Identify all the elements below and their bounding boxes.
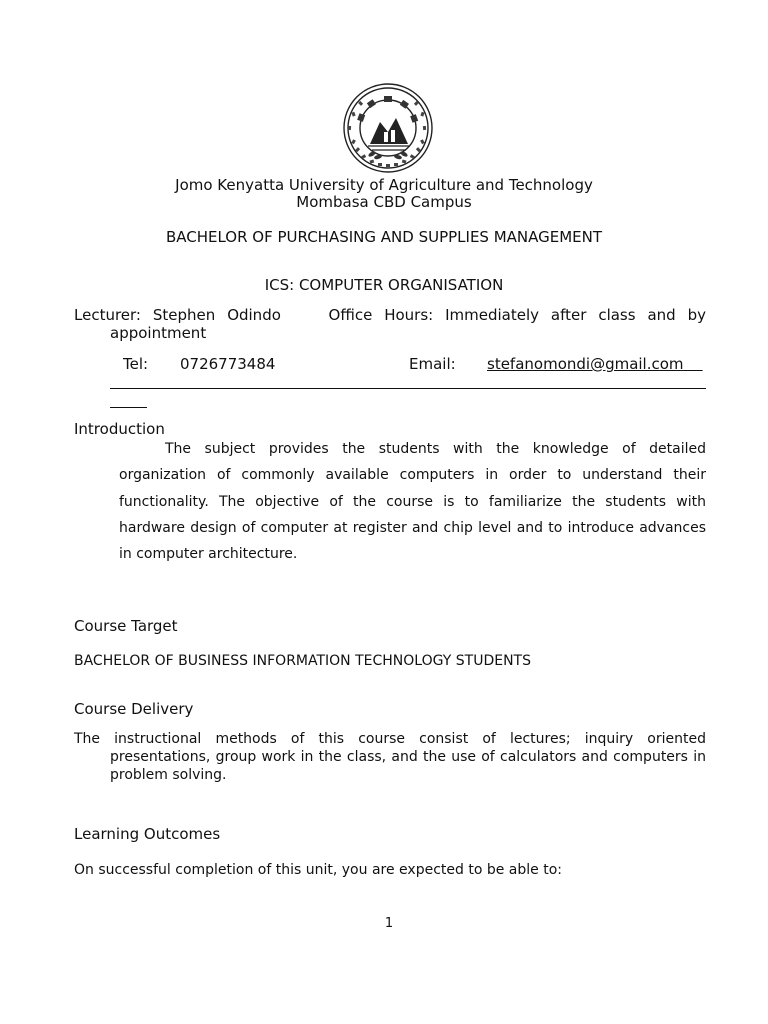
page-number: 1 bbox=[384, 916, 394, 931]
separator-line-tail bbox=[110, 407, 147, 408]
course-delivery-heading: Course Delivery bbox=[74, 700, 194, 718]
separator-line bbox=[110, 388, 706, 389]
tel-label: Tel: bbox=[123, 355, 149, 373]
course-target-text: BACHELOR OF BUSINESS INFORMATION TECHNOLOGY STUDENTS bbox=[74, 653, 531, 669]
learning-outcomes-text: On successful completion of this unit, you are expected to be able to: bbox=[74, 862, 562, 878]
programme-title: BACHELOR OF PURCHASING AND SUPPLIES MANAGEMENT bbox=[165, 228, 603, 246]
email-link-wrapper bbox=[487, 355, 703, 373]
email-link[interactable]: stefanomondi@gmail.com bbox=[487, 355, 684, 373]
introduction-paragraph: The subject provides the students with the knowledge of detailed organization of commonly available computers in order to understand their functionality. The objective of the course is to familiarize the students with hardware design of computer at register and chip level and to introduce advances in computer architecture. bbox=[119, 441, 706, 563]
email-underline-tail bbox=[684, 355, 703, 373]
lecturer-office-hours bbox=[74, 306, 711, 342]
course-title: ICS: COMPUTER ORGANISATION bbox=[264, 276, 504, 294]
campus-name: Mombasa CBD Campus bbox=[296, 193, 472, 211]
seal-graphic bbox=[332, 82, 444, 178]
course-delivery-paragraph: The instructional methods of this course consist of lectures; inquiry oriented presentations, group work in the class, and the use of calculators and computers in problem solving. bbox=[74, 731, 706, 783]
learning-outcomes-heading: Learning Outcomes bbox=[74, 825, 221, 843]
university-name: Jomo Kenyatta University of Agriculture and Technology bbox=[175, 176, 593, 194]
email-label: Email: bbox=[409, 355, 456, 373]
introduction-heading: Introduction bbox=[74, 420, 165, 438]
lecturer-line: Lecturer: Stephen Odindo Office Hours: Immediately after class and by appointment bbox=[74, 306, 711, 342]
course-target-heading: Course Target bbox=[74, 617, 178, 635]
tel-value: 0726773484 bbox=[180, 355, 276, 373]
university-seal-logo bbox=[332, 82, 444, 178]
